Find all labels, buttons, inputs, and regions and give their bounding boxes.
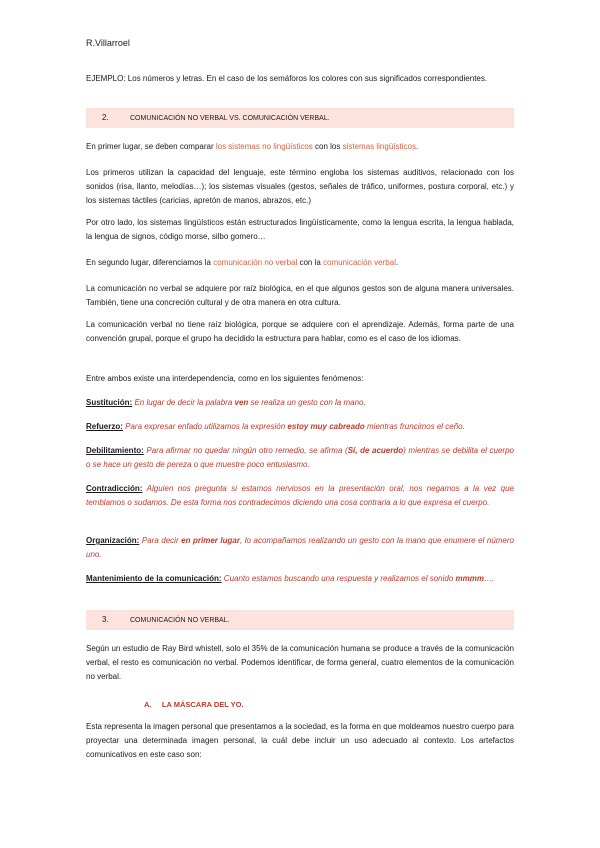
- phenomenon-example: Alguien nos pregunta si estamos nerviosos en la presentación oral, nos negamos a la vez que temblamos o sudamos. De esta forma nos contradecimos diciendo una cosa contraria a lo que expresa el cuerpo.: [86, 484, 514, 507]
- text-run: con los: [312, 142, 343, 151]
- example-label: EJEMPLO:: [86, 74, 126, 83]
- phenomenon-example: Para afirmar no quedar ningún otro remedio, se afirma (: [143, 446, 348, 455]
- phenomenon-example: Para expresar enfado utilizamos la expresión: [122, 422, 288, 431]
- phenomenon-item: [86, 396, 514, 410]
- highlight-term: comunicación no verbal: [213, 258, 298, 267]
- text-run: .: [395, 258, 399, 267]
- paragraph-non-linguistic: Los primeros utilizan la capacidad del lenguaje, este término engloba los sistemas auditivos, relacionado con los sonidos (risa, llanto, melodías…); los sistemas visuales (gestos, señales de tráfico, uniformes, postura corporal, etc.) y los sistemas táctiles (caricias, apretón de manos, abrazos, etc.): [86, 168, 514, 205]
- phenomenon-example: En lugar de decir la palabra: [132, 398, 235, 407]
- section-title: COMUNICACIÓN NO VERBAL.: [130, 617, 230, 624]
- phenomenon-example: Para decir: [139, 536, 182, 545]
- phenomenon-emphasis: estoy muy cabreado: [287, 422, 365, 431]
- phenomenon-emphasis: en primer lugar: [181, 536, 240, 545]
- phenomenon-term: Refuerzo:: [86, 422, 123, 431]
- paragraph-compare: [86, 140, 514, 154]
- author-name: R.Villarroel: [86, 38, 130, 48]
- example-text: Los números y letras. En el caso de los semáforos los colores con sus significados correspondientes.: [125, 74, 488, 83]
- phenomenon-term: Debilitamiento:: [86, 446, 144, 455]
- phenomenon-example: Cuanto estamos buscando una respuesta y realizamos el sonido: [221, 574, 456, 583]
- section-title: COMUNICACIÓN NO VERBAL VS. COMUNICACIÓN VERBAL.: [130, 115, 330, 122]
- phenomenon-term: Contradicción:: [86, 484, 143, 493]
- highlight-term: comunicación verbal: [323, 258, 396, 267]
- subsection-heading-a: [144, 700, 244, 709]
- phenomenon-example: ….: [483, 574, 495, 583]
- phenomenon-item: [86, 444, 514, 472]
- paragraph-mask: Esta representa la imagen personal que presentamos a la sociedad, es la forma en que moldeamos nuestro cuerpo para proyectar una determinada imagen personal, la cuál debe incluir un uso adecuado al contexto. Los artefactos comunicativos en este caso son:: [86, 722, 514, 759]
- phenomenon-item: [86, 420, 514, 434]
- section-number: 2.: [102, 113, 109, 122]
- paragraph-second-place: [86, 256, 514, 270]
- phenomenon-term: Mantenimiento de la comunicación:: [86, 574, 222, 583]
- phenomenon-example: mientras fruncimos el ceño.: [364, 422, 465, 431]
- subsection-title: LA MÁSCARA DEL YO.: [161, 700, 244, 709]
- phenomenon-emphasis: ven: [234, 398, 249, 407]
- phenomenon-item: [86, 534, 514, 562]
- phenomenon-example: ) mientras se debilita el cuerpo o se hace un gesto de pereza o que muestre poco entusiasmo.: [86, 446, 514, 469]
- phenomenon-emphasis: Sí, de acuerdo: [347, 446, 404, 455]
- text-run: .: [415, 142, 419, 151]
- paragraph-non-verbal: La comunicación no verbal se adquiere por raíz biológica, en el que algunos gestos son de alguna manera universales. También, tiene una concreción cultural y de otra manera en otra cultura.: [86, 284, 514, 307]
- paragraph-interdependence: Entre ambos existe una interdependencia, como en los siguientes fenómenos:: [86, 374, 364, 383]
- text-run: En segundo lugar, diferenciamos la: [86, 258, 214, 267]
- text-run: con la: [297, 258, 324, 267]
- section-number: 3.: [102, 615, 109, 624]
- example-paragraph: [86, 72, 514, 86]
- highlight-term: los sistemas no lingüísticos: [215, 142, 313, 151]
- highlight-term: sistemas lingüísticos: [342, 142, 416, 151]
- phenomenon-example: se realiza un gesto con la mano.: [248, 398, 366, 407]
- phenomenon-item: [86, 482, 514, 510]
- paragraph-birdwhistell: Según un estudio de Ray Bird whistell, solo el 35% de la comunicación humana se produce a través de la comunicación verbal, el resto es comunicación no verbal. Podemos identificar, de forma general, cuatro elementos de la comunicación no verbal.: [86, 644, 514, 681]
- section-heading-3: [86, 610, 514, 630]
- text-run: En primer lugar, se deben comparar: [86, 142, 216, 151]
- subsection-letter: A.: [144, 700, 152, 709]
- paragraph-linguistic: Por otro lado, los sistemas lingüísticos están estructurados lingüísticamente, como la lengua escrita, la lengua hablada, la lengua de signos, código morse, silbo gomero…: [86, 218, 514, 241]
- phenomenon-term: Sustitución:: [86, 398, 133, 407]
- section-heading-2: [86, 108, 514, 128]
- paragraph-verbal: La comunicación verbal no tiene raíz biológica, porque se adquiere con el aprendizaje. Además, forma parte de una convención grupal, porque el grupo ha decidido la estructura para hablar, como es el caso de los idiomas.: [86, 320, 514, 343]
- phenomenon-emphasis: mmmm: [455, 574, 484, 583]
- phenomenon-item: [86, 572, 514, 586]
- phenomenon-example: , lo acompañamos realizando un gesto con la mano que enumere el número uno.: [86, 536, 514, 559]
- phenomenon-term: Organización:: [86, 536, 140, 545]
